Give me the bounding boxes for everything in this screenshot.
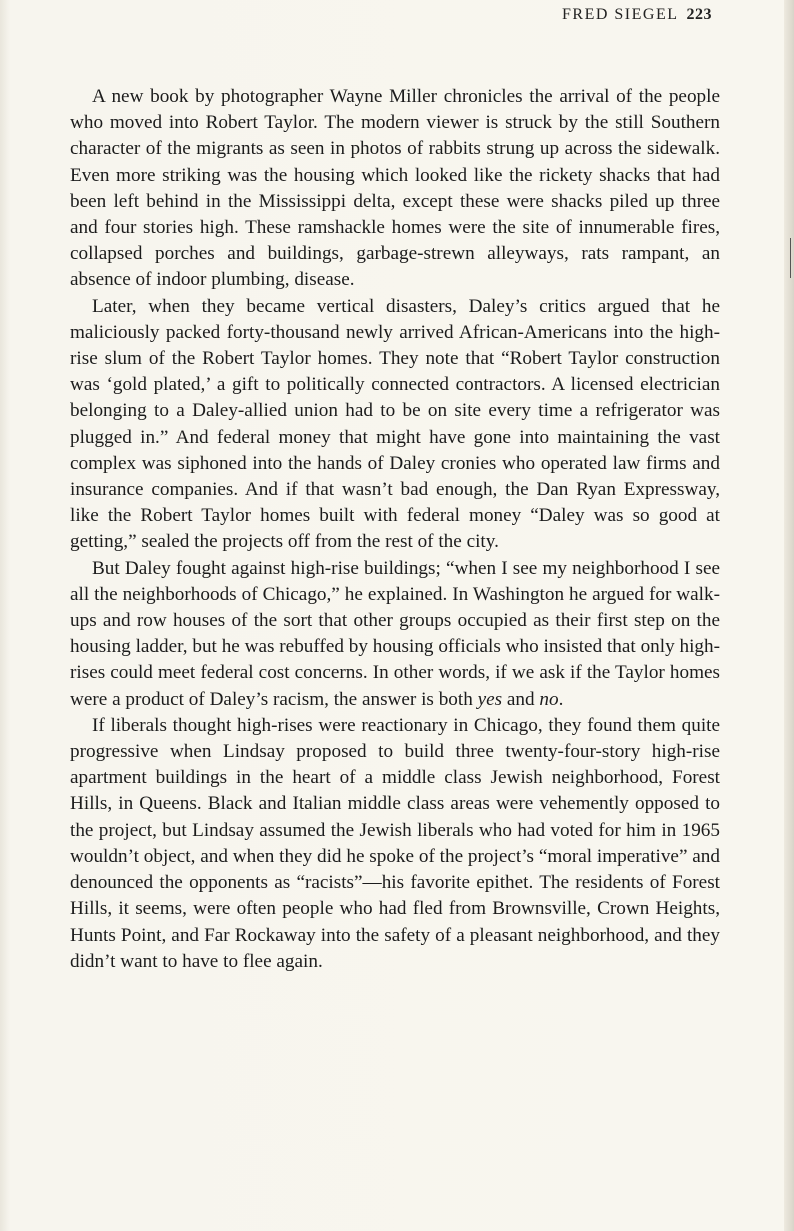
- paragraph-3-and: and: [502, 688, 540, 710]
- paragraph-4-text: If liberals thought high-rises were reactionary in Chicago, they found them quite progressive when Lindsay proposed to build three twenty-four-story high-rise apartment buildings in the heart of a middle class Jewish neighborhood, Forest Hills, in Queens. Black and Italian middle class areas were vehemently opposed to the project, but Lindsay assumed the Jewish liberals who had voted for him in 1965 wouldn’t object, and when they did he spoke of the project’s “moral imperative” and denounced the opponents as “racists”—his favorite epithet. The residents of Forest Hills, it seems, were often people who had fled from Brownsville, Crown Heights, Hunts Point, and Far Rockaway into the safety of a pleasant neighborhood, and they didn’t want to have to flee again.: [70, 714, 720, 972]
- paragraph-2-text: Later, when they became vertical disasters, Daley’s critics argued that he maliciously packed forty-thousand newly arrived African-Americans into the high-rise slum of the Robert Taylor homes. They note that “Robert Taylor construction was ‘gold plated,’ a gift to politically connected contractors. A licensed electrician belonging to a Daley-allied union had to be on site every time a refrigerator was plugged in.” And federal money that might have gone into maintaining the vast complex was siphoned into the hands of Daley cronies who operated law firms and insurance companies. And if that wasn’t bad enough, the Dan Ryan Expressway, like the Robert Taylor homes built with federal money “Daley was so good at getting,” sealed the projects off from the rest of the city.: [70, 295, 720, 553]
- margin-mark: [790, 238, 791, 278]
- italic-no: no: [539, 688, 559, 710]
- paragraph-1: [70, 84, 720, 294]
- paragraph-2: [70, 294, 720, 556]
- running-header: [562, 6, 712, 24]
- paragraph-1-text: A new book by photographer Wayne Miller chronicles the arrival of the people who moved into Robert Taylor. The modern viewer is struck by the still Southern character of the migrants as seen in photos of rabbits strung up across the sidewalk. Even more striking was the housing which looked like the rickety shacks that had been left behind in the Mississippi delta, except these were shacks piled up three and four stories high. These ramshackle homes were the site of innumerable fires, collapsed porches and buildings, garbage-strewn alleyways, rats rampant, an absence of indoor plumbing, disease.: [70, 86, 720, 291]
- paragraph-3-end: .: [558, 688, 564, 710]
- paragraph-3-text: But Daley fought against high-rise buildings; “when I see my neighborhood I see all the neighborhoods of Chicago,” he explained. In Washington he argued for walk-ups and row houses of the sort that other groups occupied as their first step on the housing ladder, but he was rebuffed by housing officials who insisted that only high-rises could meet federal cost concerns. In other words, if we ask if the Taylor homes were a product of Daley’s racism, the answer is both: [70, 557, 720, 710]
- paragraph-3: [70, 556, 720, 713]
- paragraph-4: [70, 713, 720, 975]
- italic-yes: yes: [477, 688, 503, 710]
- page-edge-shadow: [784, 0, 794, 1231]
- running-head-title: FRED SIEGEL: [562, 6, 679, 23]
- page-number: 223: [686, 6, 712, 23]
- body-text: [70, 84, 720, 975]
